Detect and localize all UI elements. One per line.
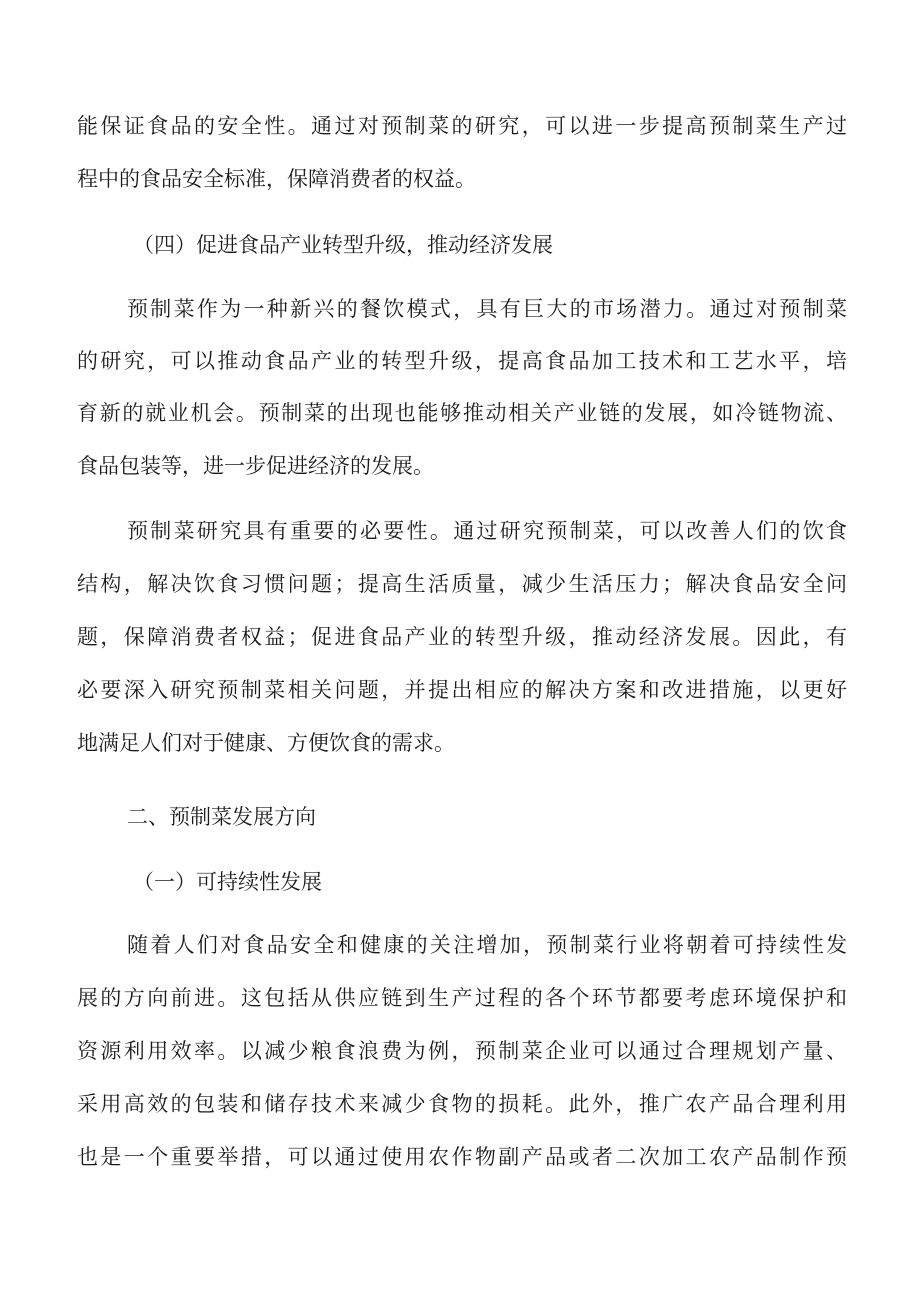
paragraph-2-line-3: 育新的就业机会。预制菜的出现也能够推动相关产业链的发展，如冷链物流、 [77, 401, 847, 425]
paragraph-4-line-3: 资源利用效率。以减少粮食浪费为例，预制菜企业可以通过合理规划产量、 [77, 1039, 847, 1063]
paragraph-3-line-4: 必要深入研究预制菜相关问题，并提出相应的解决方案和改进措施，以更好 [77, 678, 847, 702]
subsection-heading-4: （四）促进食品产业转型升级，推动经济发展 [133, 233, 553, 257]
paragraph-2-line-4: 食品包装等，进一步促进经济的发展。 [77, 454, 434, 478]
paragraph-2-line-2: 的研究，可以推动食品产业的转型升级，提高食品加工技术和工艺水平，培 [77, 349, 847, 373]
paragraph-2-line-1: 预制菜作为一种新兴的餐饮模式，具有巨大的市场潜力。通过对预制菜 [127, 297, 847, 321]
paragraph-4-line-5: 也是一个重要举措，可以通过使用农作物副产品或者二次加工农产品制作预 [77, 1145, 847, 1169]
paragraph-1-line-2: 程中的食品安全标准，保障消费者的权益。 [77, 167, 476, 191]
paragraph-1-line-1: 能保证食品的安全性。通过对预制菜的研究，可以进一步提高预制菜生产过 [77, 114, 847, 138]
paragraph-3-line-2: 结构，解决饮食习惯问题；提高生活质量，减少生活压力；解决食品安全问 [77, 572, 847, 596]
paragraph-4-line-1: 随着人们对食品安全和健康的关注增加，预制菜行业将朝着可持续性发 [127, 933, 847, 957]
section-heading-2: 二、预制菜发展方向 [127, 805, 316, 829]
paragraph-4-line-2: 展的方向前进。这包括从供应链到生产过程的各个环节都要考虑环境保护和 [77, 986, 847, 1010]
paragraph-3-line-1: 预制菜研究具有重要的必要性。通过研究预制菜，可以改善人们的饮食 [127, 519, 847, 543]
paragraph-3-line-5: 地满足人们对于健康、方便饮食的需求。 [77, 731, 455, 755]
subsection-heading-1: （一）可持续性发展 [133, 870, 322, 894]
paragraph-4-line-4: 采用高效的包装和储存技术来减少食物的损耗。此外，推广农产品合理利用 [77, 1092, 847, 1116]
paragraph-3-line-3: 题，保障消费者权益；促进食品产业的转型升级，推动经济发展。因此，有 [77, 625, 847, 649]
